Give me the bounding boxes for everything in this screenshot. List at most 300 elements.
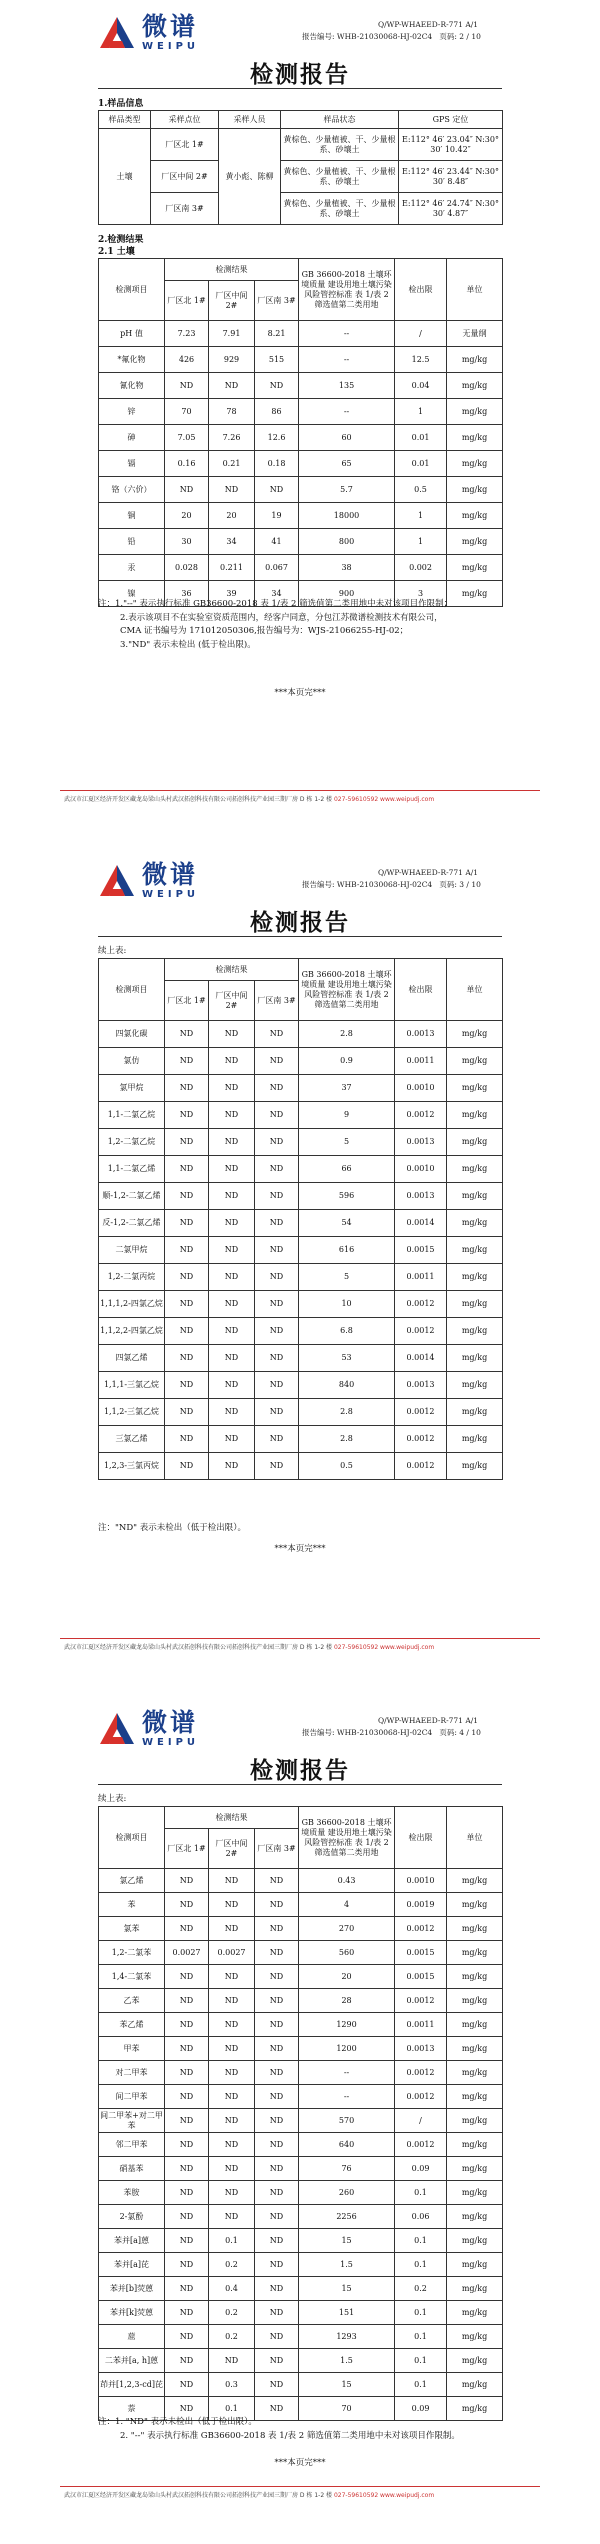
table-cell: ND	[255, 1318, 299, 1345]
table-row	[99, 1941, 503, 1965]
header-cell-standard: GB 36600-2018 土壤环境质量 建设用地土壤污染风险管控标准 表 1/表 2 筛选值第二类用地	[299, 959, 395, 1021]
table-row	[99, 1917, 503, 1941]
table-cell: 0.0012	[395, 1318, 447, 1345]
table-cell: 70	[299, 2397, 395, 2421]
item-name: 氯甲烷	[99, 1075, 165, 1102]
table-cell: ND	[255, 1075, 299, 1102]
table-cell: 8.21	[255, 321, 299, 347]
note-line: 注：1. "ND" 表示未检出（低于检出限）。	[98, 2417, 257, 2427]
header-cell-result: 检测结果	[165, 1807, 299, 1829]
item-name: 乙苯	[99, 1989, 165, 2013]
table-cell: ND	[209, 1048, 255, 1075]
table-cell: 20	[209, 503, 255, 529]
table-row	[99, 1075, 503, 1102]
header-cell: 采样人员	[219, 111, 281, 129]
header-cell-standard: GB 36600-2018 土壤环境质量 建设用地土壤污染风险管控标准 表 1/表 2 筛选值第二类用地	[299, 1807, 395, 1869]
table-cell: mg/kg	[447, 1021, 503, 1048]
header-cell-unit: 单位	[447, 259, 503, 321]
table-cell: ND	[209, 1021, 255, 1048]
table-cell: ND	[165, 477, 209, 503]
table-cell: mg/kg	[447, 1345, 503, 1372]
table-cell: 0.0015	[395, 1941, 447, 1965]
table-row	[99, 2061, 503, 2085]
table-cell: 34	[209, 529, 255, 555]
table-cell: ND	[255, 1869, 299, 1893]
table-cell: ND	[165, 1989, 209, 2013]
table-cell: mg/kg	[447, 2349, 503, 2373]
table-cell: ND	[255, 2349, 299, 2373]
table-cell: ND	[209, 2157, 255, 2181]
report-label: 报告编号:	[302, 1728, 335, 1737]
table-row	[99, 2253, 503, 2277]
table-cell: ND	[255, 1399, 299, 1426]
item-name: 氯仿	[99, 1048, 165, 1075]
table-cell: mg/kg	[447, 1291, 503, 1318]
table-cell: 5.7	[299, 477, 395, 503]
note-line: 3."ND" 表示未检出 (低于检出限)。	[120, 639, 256, 650]
table-cell: 0.0014	[395, 1210, 447, 1237]
table-cell: ND	[165, 1965, 209, 1989]
table-cell: ND	[255, 2205, 299, 2229]
section-sample-info: 1.样品信息	[98, 99, 144, 109]
table-cell: mg/kg	[447, 529, 503, 555]
table-cell: ND	[255, 1183, 299, 1210]
logo-cn: 微谱	[142, 12, 199, 41]
table-cell: ND	[165, 1210, 209, 1237]
table-cell: 5	[299, 1129, 395, 1156]
table-cell: 0.1	[395, 2349, 447, 2373]
table-cell: mg/kg	[447, 2277, 503, 2301]
table-cell: ND	[209, 1869, 255, 1893]
table-cell: 41	[255, 529, 299, 555]
table-cell: ND	[165, 1291, 209, 1318]
table-cell: ND	[255, 1917, 299, 1941]
table-cell: 0.0013	[395, 1129, 447, 1156]
table-cell: mg/kg	[447, 2253, 503, 2277]
table-cell: 515	[255, 347, 299, 373]
table-cell: ND	[209, 1372, 255, 1399]
table-cell: 0.18	[255, 451, 299, 477]
table-cell: ND	[255, 2133, 299, 2157]
item-name: 1,1-二氯乙烯	[99, 1156, 165, 1183]
note-line: 2.表示该项目不在实验室资质范围内，经客户同意，分包江苏微谱检测技术有限公司，	[120, 612, 443, 623]
table-cell: 19	[255, 503, 299, 529]
logo-cn: 微谱	[142, 860, 199, 889]
table-cell: ND	[255, 2061, 299, 2085]
item-name: 四氯乙烯	[99, 1345, 165, 1372]
table-cell: mg/kg	[447, 1893, 503, 1917]
table-cell: 0.1	[395, 2229, 447, 2253]
table-cell: ND	[255, 1941, 299, 1965]
report-label: 报告编号:	[302, 32, 335, 41]
item-name: 对二甲苯	[99, 2061, 165, 2085]
report-number: WHB-21030068-HJ-02C4	[336, 1728, 433, 1737]
table-cell: ND	[209, 1917, 255, 1941]
header-cell-result: 检测结果	[165, 959, 299, 981]
sampler: 黄小彪、陈柳	[219, 129, 281, 225]
table-cell: 36	[165, 581, 209, 607]
table-cell: ND	[209, 373, 255, 399]
table-cell: 1.5	[299, 2253, 395, 2277]
table-cell: ND	[165, 1075, 209, 1102]
item-name: 三氯乙烯	[99, 1426, 165, 1453]
table-cell: 60	[299, 425, 395, 451]
table-cell: 15	[299, 2229, 395, 2253]
table-cell: 1	[395, 529, 447, 555]
table-cell: 426	[165, 347, 209, 373]
footer-rule	[60, 2486, 540, 2487]
page-title: 检测报告	[250, 62, 350, 88]
table-cell: mg/kg	[447, 2229, 503, 2253]
table-cell: ND	[255, 1426, 299, 1453]
table-cell: ND	[255, 1237, 299, 1264]
subsection-soil: 2.1 土壤	[98, 247, 135, 257]
table-cell: 640	[299, 2133, 395, 2157]
table-cell: ND	[255, 1291, 299, 1318]
sample-point: 厂区中间 2#	[151, 161, 219, 193]
sample-state: 黄棕色、少量植被、干、少量根系、砂壤土	[281, 161, 399, 193]
table-cell: 0.09	[395, 2397, 447, 2421]
item-name: 砷	[99, 425, 165, 451]
table-cell: mg/kg	[447, 2397, 503, 2421]
table-cell: ND	[165, 1318, 209, 1345]
results-table-1	[98, 258, 503, 607]
table-cell: mg/kg	[447, 399, 503, 425]
item-name: 苯并[a]蒽	[99, 2229, 165, 2253]
table-cell: ND	[165, 1264, 209, 1291]
table-row	[99, 347, 503, 373]
table-cell: 0.43	[299, 1869, 395, 1893]
table-cell: mg/kg	[447, 1129, 503, 1156]
table-cell: ND	[255, 1893, 299, 1917]
table-cell: 570	[299, 2109, 395, 2133]
table-cell: 无量纲	[447, 321, 503, 347]
item-name: 硝基苯	[99, 2157, 165, 2181]
table-cell: ND	[255, 2253, 299, 2277]
item-name: 1,1,2-三氯乙烷	[99, 1399, 165, 1426]
table-cell: 0.9	[299, 1048, 395, 1075]
table-cell: ND	[165, 1129, 209, 1156]
item-name: 二苯并[a, h]蒽	[99, 2349, 165, 2373]
table-row	[99, 1869, 503, 1893]
table-cell: 0.0015	[395, 1237, 447, 1264]
item-name: 1,1-二氯乙烷	[99, 1102, 165, 1129]
header-cell-unit: 单位	[447, 1807, 503, 1869]
table-cell: ND	[255, 1048, 299, 1075]
table-cell: ND	[255, 2181, 299, 2205]
item-name: 1,2,3-三氯丙烷	[99, 1453, 165, 1480]
table-cell: 3	[395, 581, 447, 607]
table-cell: ND	[165, 2301, 209, 2325]
table-cell: ND	[165, 1345, 209, 1372]
table-row	[99, 503, 503, 529]
table-row	[99, 2109, 503, 2133]
table-cell: 0.01	[395, 425, 447, 451]
item-name: 四氯化碳	[99, 1021, 165, 1048]
table-cell: mg/kg	[447, 1183, 503, 1210]
table-cell: 10	[299, 1291, 395, 1318]
table-cell: 76	[299, 2157, 395, 2181]
table-cell: 260	[299, 2181, 395, 2205]
page-number: 3 / 10	[459, 880, 481, 889]
table-cell: 0.09	[395, 2157, 447, 2181]
page-label: 页码:	[439, 32, 457, 41]
table-cell: 0.028	[165, 555, 209, 581]
table-cell: mg/kg	[447, 1264, 503, 1291]
table-cell: 0.0012	[395, 2085, 447, 2109]
sample-info-table	[98, 110, 503, 225]
table-header-row	[99, 1807, 503, 1829]
table-row	[99, 2373, 503, 2397]
table-cell: ND	[209, 1237, 255, 1264]
table-cell: ND	[255, 2157, 299, 2181]
table-cell: 0.067	[255, 555, 299, 581]
item-name: 顺-1,2-二氯乙烯	[99, 1183, 165, 1210]
table-cell: 20	[165, 503, 209, 529]
sample-state: 黄棕色、少量植被、干、少量根系、砂壤土	[281, 193, 399, 225]
header-cell-point: 厂区南 3#	[255, 1829, 299, 1869]
table-row	[99, 2205, 503, 2229]
table-cell: ND	[255, 1345, 299, 1372]
sample-state: 黄棕色、少量植被、干、少量根系、砂壤土	[281, 129, 399, 161]
table-cell: 0.16	[165, 451, 209, 477]
table-row	[99, 2301, 503, 2325]
item-name: 苯并[k]荧蒽	[99, 2301, 165, 2325]
table-cell: 596	[299, 1183, 395, 1210]
table-cell: ND	[165, 1917, 209, 1941]
table-cell: ND	[255, 373, 299, 399]
table-row	[99, 529, 503, 555]
table-cell: 929	[209, 347, 255, 373]
table-row	[99, 1399, 503, 1426]
table-row	[99, 2229, 503, 2253]
table-cell: ND	[255, 2109, 299, 2133]
end-of-page: ***本页完***	[274, 688, 326, 698]
table-cell: 0.0012	[395, 2061, 447, 2085]
table-row	[99, 193, 503, 225]
table-cell: 28	[299, 1989, 395, 2013]
table-cell: 0.1	[395, 2253, 447, 2277]
table-cell: ND	[209, 1075, 255, 1102]
note-line: 注：1."--" 表示执行标准 GB36600-2018 表 1/表 2 筛选值第二类用地中未对该项目作限制；	[98, 599, 453, 609]
table-cell: ND	[209, 477, 255, 503]
item-name: 苯	[99, 1893, 165, 1917]
table-cell: 0.21	[209, 451, 255, 477]
table-row	[99, 1318, 503, 1345]
table-cell: 0.1	[395, 2325, 447, 2349]
table-cell: --	[299, 347, 395, 373]
item-name: 2-氯酚	[99, 2205, 165, 2229]
table-cell: ND	[209, 1183, 255, 1210]
item-name: 氰化物	[99, 373, 165, 399]
footer-address: 武汉市江夏区经济开发区藏龙岛梁山头村武汉拓创科技有限公司拓创科技产业园三期厂房 D 栋 1-2 楼	[64, 796, 333, 803]
report-label: 报告编号:	[302, 880, 335, 889]
header-cell-result: 检测结果	[165, 259, 299, 281]
table-cell: 0.0013	[395, 1021, 447, 1048]
table-cell: 1	[395, 503, 447, 529]
table-cell: 15	[299, 2277, 395, 2301]
table-cell: ND	[165, 1102, 209, 1129]
item-name: 苯并[a]芘	[99, 2253, 165, 2277]
table-cell: ND	[209, 1318, 255, 1345]
header-cell-limit: 检出限	[395, 259, 447, 321]
footer	[64, 794, 434, 803]
table-cell: ND	[209, 1426, 255, 1453]
table-cell: mg/kg	[447, 1869, 503, 1893]
table-row	[99, 2277, 503, 2301]
table-cell: mg/kg	[447, 1399, 503, 1426]
table-row	[99, 399, 503, 425]
table-cell: mg/kg	[447, 1075, 503, 1102]
table-cell: /	[395, 321, 447, 347]
item-name: 二氯甲烷	[99, 1237, 165, 1264]
table-cell: 0.0013	[395, 1183, 447, 1210]
header-rule	[98, 88, 502, 89]
table-header-row	[99, 259, 503, 281]
table-cell: 2.8	[299, 1426, 395, 1453]
table-row	[99, 1426, 503, 1453]
sample-point: 厂区南 3#	[151, 193, 219, 225]
table-cell: ND	[255, 1156, 299, 1183]
table-row	[99, 321, 503, 347]
table-cell: 0.0012	[395, 2133, 447, 2157]
table-cell: mg/kg	[447, 2085, 503, 2109]
table-cell: 20	[299, 1965, 395, 1989]
item-name: 汞	[99, 555, 165, 581]
item-name: 铜	[99, 503, 165, 529]
table-cell: mg/kg	[447, 2181, 503, 2205]
section-results: 2.检测结果	[98, 235, 144, 245]
table-cell: ND	[209, 1399, 255, 1426]
table-cell: ND	[165, 2253, 209, 2277]
table-cell: 70	[165, 399, 209, 425]
table-cell: mg/kg	[447, 2061, 503, 2085]
gps: E:112° 46′ 23.44″ N:30° 30′ 8.48″	[399, 161, 503, 193]
footer	[64, 2490, 434, 2499]
table-cell: ND	[165, 1156, 209, 1183]
table-cell: 0.0011	[395, 2013, 447, 2037]
item-name: 氯乙烯	[99, 1869, 165, 1893]
logo-en: WEIPU	[142, 41, 200, 52]
table-cell: ND	[255, 2397, 299, 2421]
table-row	[99, 1965, 503, 1989]
item-name: 1,2-二氯苯	[99, 1941, 165, 1965]
table-cell: 7.26	[209, 425, 255, 451]
footer-contact: 027-59610592 www.weipudj.com	[333, 2492, 435, 2499]
sample-type: 土壤	[99, 129, 151, 225]
table-row	[99, 1291, 503, 1318]
table-cell: ND	[209, 1102, 255, 1129]
table-cell: ND	[165, 1183, 209, 1210]
table-row	[99, 2157, 503, 2181]
table-cell: 1.5	[299, 2349, 395, 2373]
table-cell: 0.3	[209, 2373, 255, 2397]
table-cell: 0.1	[209, 2397, 255, 2421]
item-name: 苯并[b]荧蒽	[99, 2277, 165, 2301]
report-number-line	[302, 879, 481, 890]
table-cell: 270	[299, 1917, 395, 1941]
table-cell: ND	[165, 1453, 209, 1480]
table-cell: ND	[165, 1021, 209, 1048]
note-line: 2. "--" 表示执行标准 GB36600-2018 表 1/表 2 筛选值第二类用地中未对该项目作限制。	[120, 2430, 460, 2441]
table-row	[99, 1129, 503, 1156]
header-cell-limit: 检出限	[395, 959, 447, 1021]
table-cell: ND	[165, 2229, 209, 2253]
table-cell: mg/kg	[447, 1318, 503, 1345]
table-cell: 135	[299, 373, 395, 399]
gps: E:112° 46′ 24.74″ N:30° 30′ 4.87″	[399, 193, 503, 225]
table-cell: ND	[255, 1021, 299, 1048]
table-cell: 5	[299, 1264, 395, 1291]
table-cell: mg/kg	[447, 425, 503, 451]
footer	[64, 1642, 434, 1651]
report-number-line	[302, 1727, 481, 1738]
header-cell-unit: 单位	[447, 959, 503, 1021]
table-cell: 65	[299, 451, 395, 477]
table-cell: 0.4	[209, 2277, 255, 2301]
table-cell: ND	[165, 2061, 209, 2085]
table-cell: 1200	[299, 2037, 395, 2061]
table-cell: mg/kg	[447, 1372, 503, 1399]
table-cell: ND	[255, 1965, 299, 1989]
table-row	[99, 477, 503, 503]
results-table-2	[98, 958, 503, 1480]
table-cell: ND	[255, 1453, 299, 1480]
table-cell: ND	[255, 2229, 299, 2253]
weipu-logo-icon	[98, 1712, 136, 1746]
header-cell-item: 检测项目	[99, 259, 165, 321]
table-cell: 0.1	[395, 2301, 447, 2325]
table-cell: mg/kg	[447, 2133, 503, 2157]
table-cell: mg/kg	[447, 555, 503, 581]
table-cell: 2256	[299, 2205, 395, 2229]
table-cell: ND	[255, 2013, 299, 2037]
table-cell: mg/kg	[447, 477, 503, 503]
table-cell: 12.5	[395, 347, 447, 373]
table-row	[99, 2349, 503, 2373]
header-cell-item: 检测项目	[99, 1807, 165, 1869]
table-cell: 0.0013	[395, 2037, 447, 2061]
table-cell: 0.0027	[209, 1941, 255, 1965]
table-cell: ND	[165, 373, 209, 399]
table-cell: mg/kg	[447, 2205, 503, 2229]
table-header-row	[99, 111, 503, 129]
table-cell: 0.0014	[395, 1345, 447, 1372]
table-cell: 0.0012	[395, 1917, 447, 1941]
table-cell: 1293	[299, 2325, 395, 2349]
table-cell: ND	[255, 2037, 299, 2061]
table-cell: 0.1	[209, 2229, 255, 2253]
table-row	[99, 425, 503, 451]
table-cell: mg/kg	[447, 2037, 503, 2061]
table-cell: 0.5	[395, 477, 447, 503]
table-cell: 7.05	[165, 425, 209, 451]
logo-en: WEIPU	[142, 1737, 200, 1748]
item-name: 锌	[99, 399, 165, 425]
table-cell: mg/kg	[447, 1426, 503, 1453]
table-cell: 0.2	[209, 2253, 255, 2277]
weipu-logo-icon	[98, 864, 136, 898]
table-row	[99, 2133, 503, 2157]
table-cell: ND	[165, 1372, 209, 1399]
item-name: 邻二甲苯	[99, 2133, 165, 2157]
table-cell: ND	[255, 2373, 299, 2397]
table-cell: ND	[255, 1210, 299, 1237]
report-page-3	[0, 848, 600, 1696]
table-cell: ND	[165, 2349, 209, 2373]
table-row	[99, 1453, 503, 1480]
table-cell: 7.91	[209, 321, 255, 347]
